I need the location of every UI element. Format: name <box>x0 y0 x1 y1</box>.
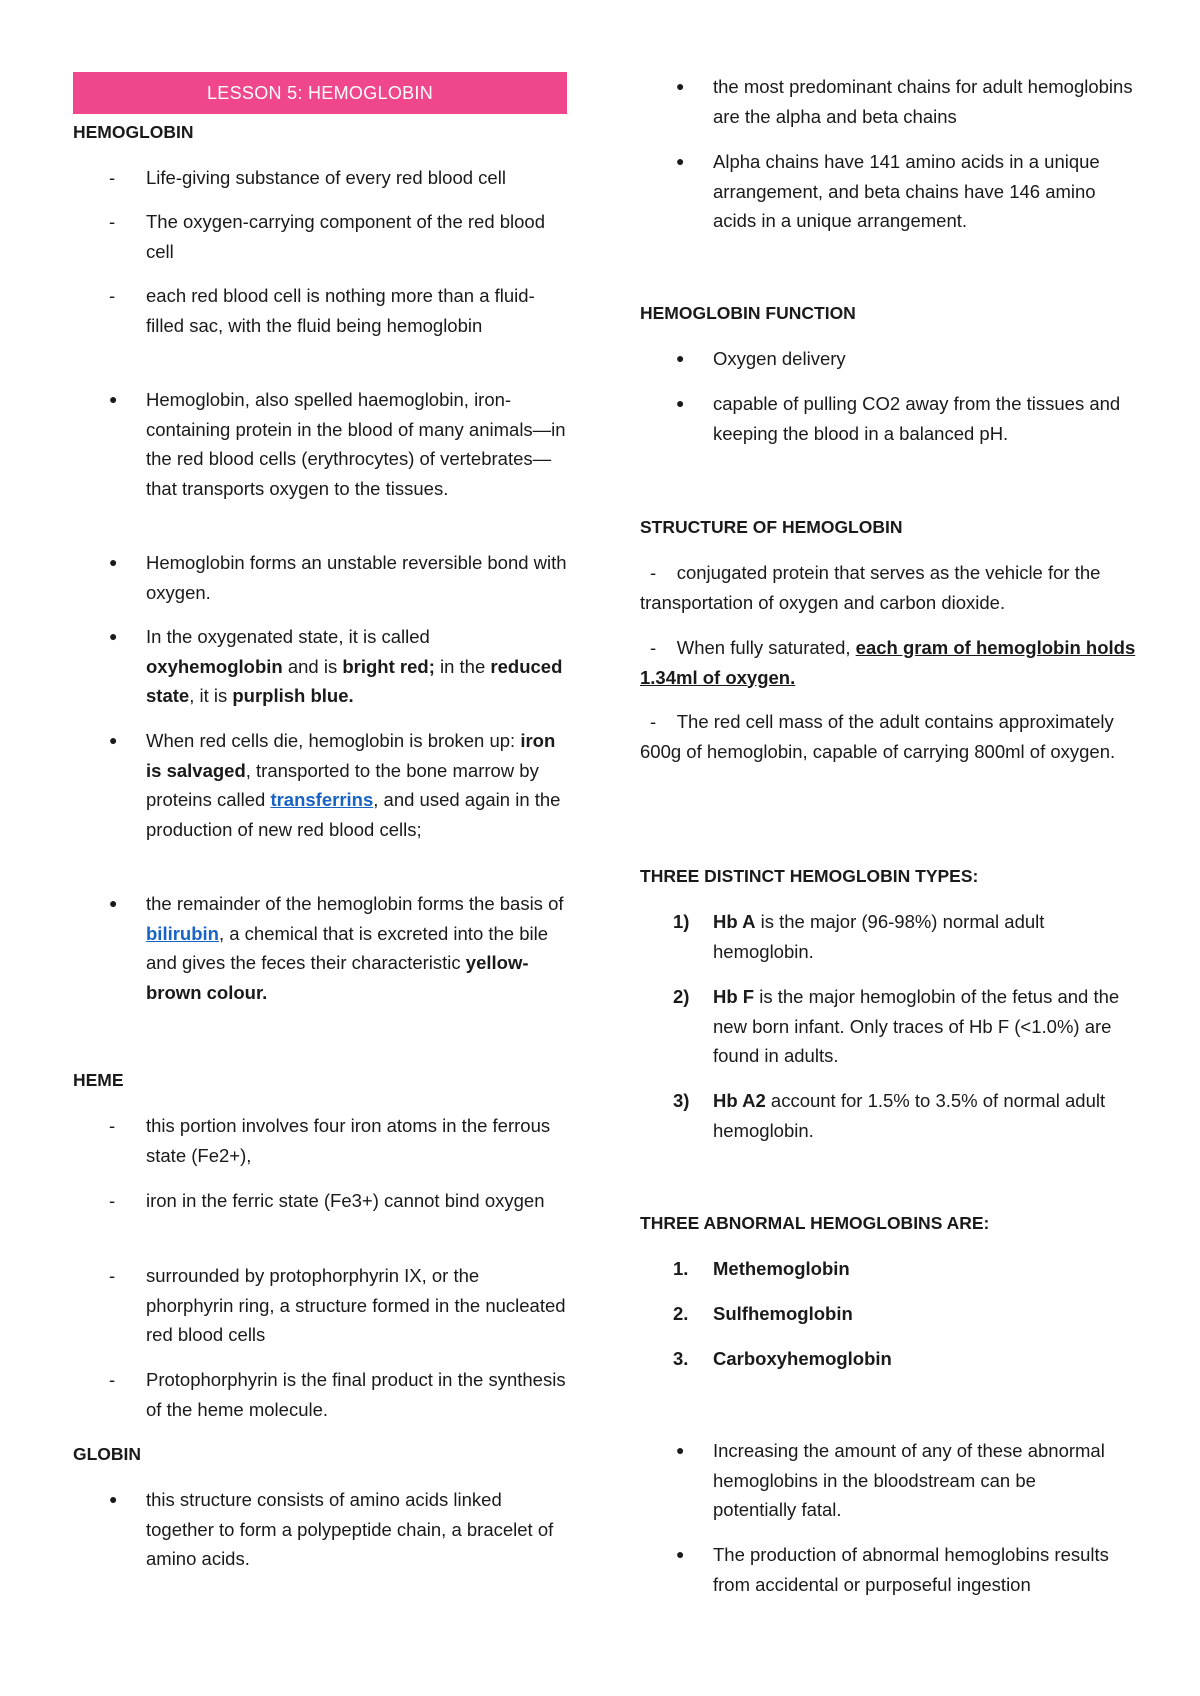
types-heading: THREE DISTINCT HEMOGLOBIN TYPES: <box>640 866 979 886</box>
dash-marker: - <box>109 285 116 306</box>
lesson-title: LESSON 5: HEMOGLOBIN <box>73 72 567 114</box>
list-number: 2) <box>673 986 690 1007</box>
structure-text: - When fully saturated, each gram of hemoglobin holds 1.34ml of oxygen. <box>640 637 1136 688</box>
list-item-text: Increasing the amount of any of these abnormal hemoglobins in the bloodstream can be potentially fatal. <box>713 1440 1105 1520</box>
dash-marker: - <box>109 167 116 188</box>
list-number: 3) <box>673 1090 690 1111</box>
list-number: 1. <box>673 1258 689 1279</box>
globin-heading: GLOBIN <box>73 1444 142 1464</box>
function-heading: HEMOGLOBIN FUNCTION <box>640 303 856 323</box>
list-item-text: Life-giving substance of every red blood cell <box>146 167 506 188</box>
list-number: 2. <box>673 1303 689 1324</box>
dash-marker: - <box>109 1115 116 1136</box>
dash-marker: - <box>109 1369 116 1390</box>
list-item-text: surrounded by protophorphyrin IX, or the phorphyrin ring, a structure formed in the nucleated red blood cells <box>146 1265 566 1345</box>
dash-marker: - <box>109 211 116 232</box>
list-item-text: Hemoglobin, also spelled haemoglobin, iron-containing protein in the blood of many animals—in the red blood cells (erythrocytes) of vertebrates—that transports oxygen to the tissues. <box>146 389 566 499</box>
bullet-icon: ● <box>109 1491 118 1507</box>
transferrins-link[interactable]: transferrins <box>270 789 374 810</box>
list-item-text: the remainder of the hemoglobin forms the basis of bilirubin, a chemical that is excreted into the bile and gives the feces their characteristic yellow-brown colour. <box>146 893 564 1003</box>
list-item-text: iron in the ferric state (Fe3+) cannot bind oxygen <box>146 1190 545 1211</box>
list-item-text: Protophorphyrin is the final product in the synthesis of the heme molecule. <box>146 1369 566 1420</box>
list-item-text: Carboxyhemoglobin <box>713 1348 892 1369</box>
bullet-icon: ● <box>676 1442 685 1458</box>
dash-marker: - <box>109 1265 116 1286</box>
bullet-icon: ● <box>109 895 118 911</box>
structure-text: - The red cell mass of the adult contains approximately 600g of hemoglobin, capable of carrying 800ml of oxygen. <box>640 711 1116 762</box>
list-item-text: Sulfhemoglobin <box>713 1303 853 1324</box>
bullet-icon: ● <box>676 153 685 169</box>
list-number: 1) <box>673 911 690 932</box>
list-item-text: this structure consists of amino acids linked together to form a polypeptide chain, a bracelet of amino acids. <box>146 1489 554 1569</box>
list-item-text: Oxygen delivery <box>713 348 846 369</box>
bullet-icon: ● <box>109 628 118 644</box>
bullet-icon: ● <box>676 1546 685 1562</box>
structure-text: - conjugated protein that serves as the vehicle for the transportation of oxygen and carbon dioxide. <box>640 562 1101 613</box>
list-item-text: In the oxygenated state, it is called oxyhemoglobin and is bright red; in the reduced state, it is purplish blue. <box>146 626 563 706</box>
heme-heading: HEME <box>73 1070 124 1090</box>
list-item-text: Methemoglobin <box>713 1258 850 1279</box>
abnormal-heading: THREE ABNORMAL HEMOGLOBINS ARE: <box>640 1213 990 1233</box>
bullet-icon: ● <box>676 395 685 411</box>
list-item-text: The production of abnormal hemoglobins results from accidental or purposeful ingestion <box>713 1544 1109 1595</box>
list-item-text: this portion involves four iron atoms in the ferrous state (Fe2+), <box>146 1115 551 1166</box>
list-item-text: Hb A is the major (96-98%) normal adult hemoglobin. <box>713 911 1045 962</box>
list-item-text: The oxygen-carrying component of the red blood cell <box>146 211 546 262</box>
list-item-text: Hb A2 account for 1.5% to 3.5% of normal adult hemoglobin. <box>713 1090 1106 1141</box>
list-item-text: When red cells die, hemoglobin is broken up: iron is salvaged, transported to the bone marrow by proteins called transferrins, and used again in the production of new red blood cells; <box>146 730 561 840</box>
bullet-icon: ● <box>109 732 118 748</box>
hemoglobin-heading: HEMOGLOBIN <box>73 122 194 142</box>
list-number: 3. <box>673 1348 689 1369</box>
bullet-icon: ● <box>109 391 118 407</box>
bullet-icon: ● <box>109 554 118 570</box>
bullet-icon: ● <box>676 350 685 366</box>
list-item-text: each red blood cell is nothing more than a fluid-filled sac, with the fluid being hemoglobin <box>146 285 535 336</box>
structure-heading: STRUCTURE OF HEMOGLOBIN <box>640 517 903 537</box>
list-item-text: Hemoglobin forms an unstable reversible bond with oxygen. <box>146 552 567 603</box>
list-item-text: capable of pulling CO2 away from the tissues and keeping the blood in a balanced pH. <box>713 393 1121 444</box>
bullet-icon: ● <box>676 78 685 94</box>
list-item-text: Alpha chains have 141 amino acids in a unique arrangement, and beta chains have 146 amino acids in a unique arrangement. <box>713 151 1100 231</box>
list-item-text: Hb F is the major hemoglobin of the fetus and the new born infant. Only traces of Hb F (<1.0%) are found in adults. <box>713 986 1120 1066</box>
dash-marker: - <box>109 1190 116 1211</box>
list-item-text: the most predominant chains for adult hemoglobins are the alpha and beta chains <box>713 76 1133 127</box>
bilirubin-link[interactable]: bilirubin <box>146 922 219 944</box>
